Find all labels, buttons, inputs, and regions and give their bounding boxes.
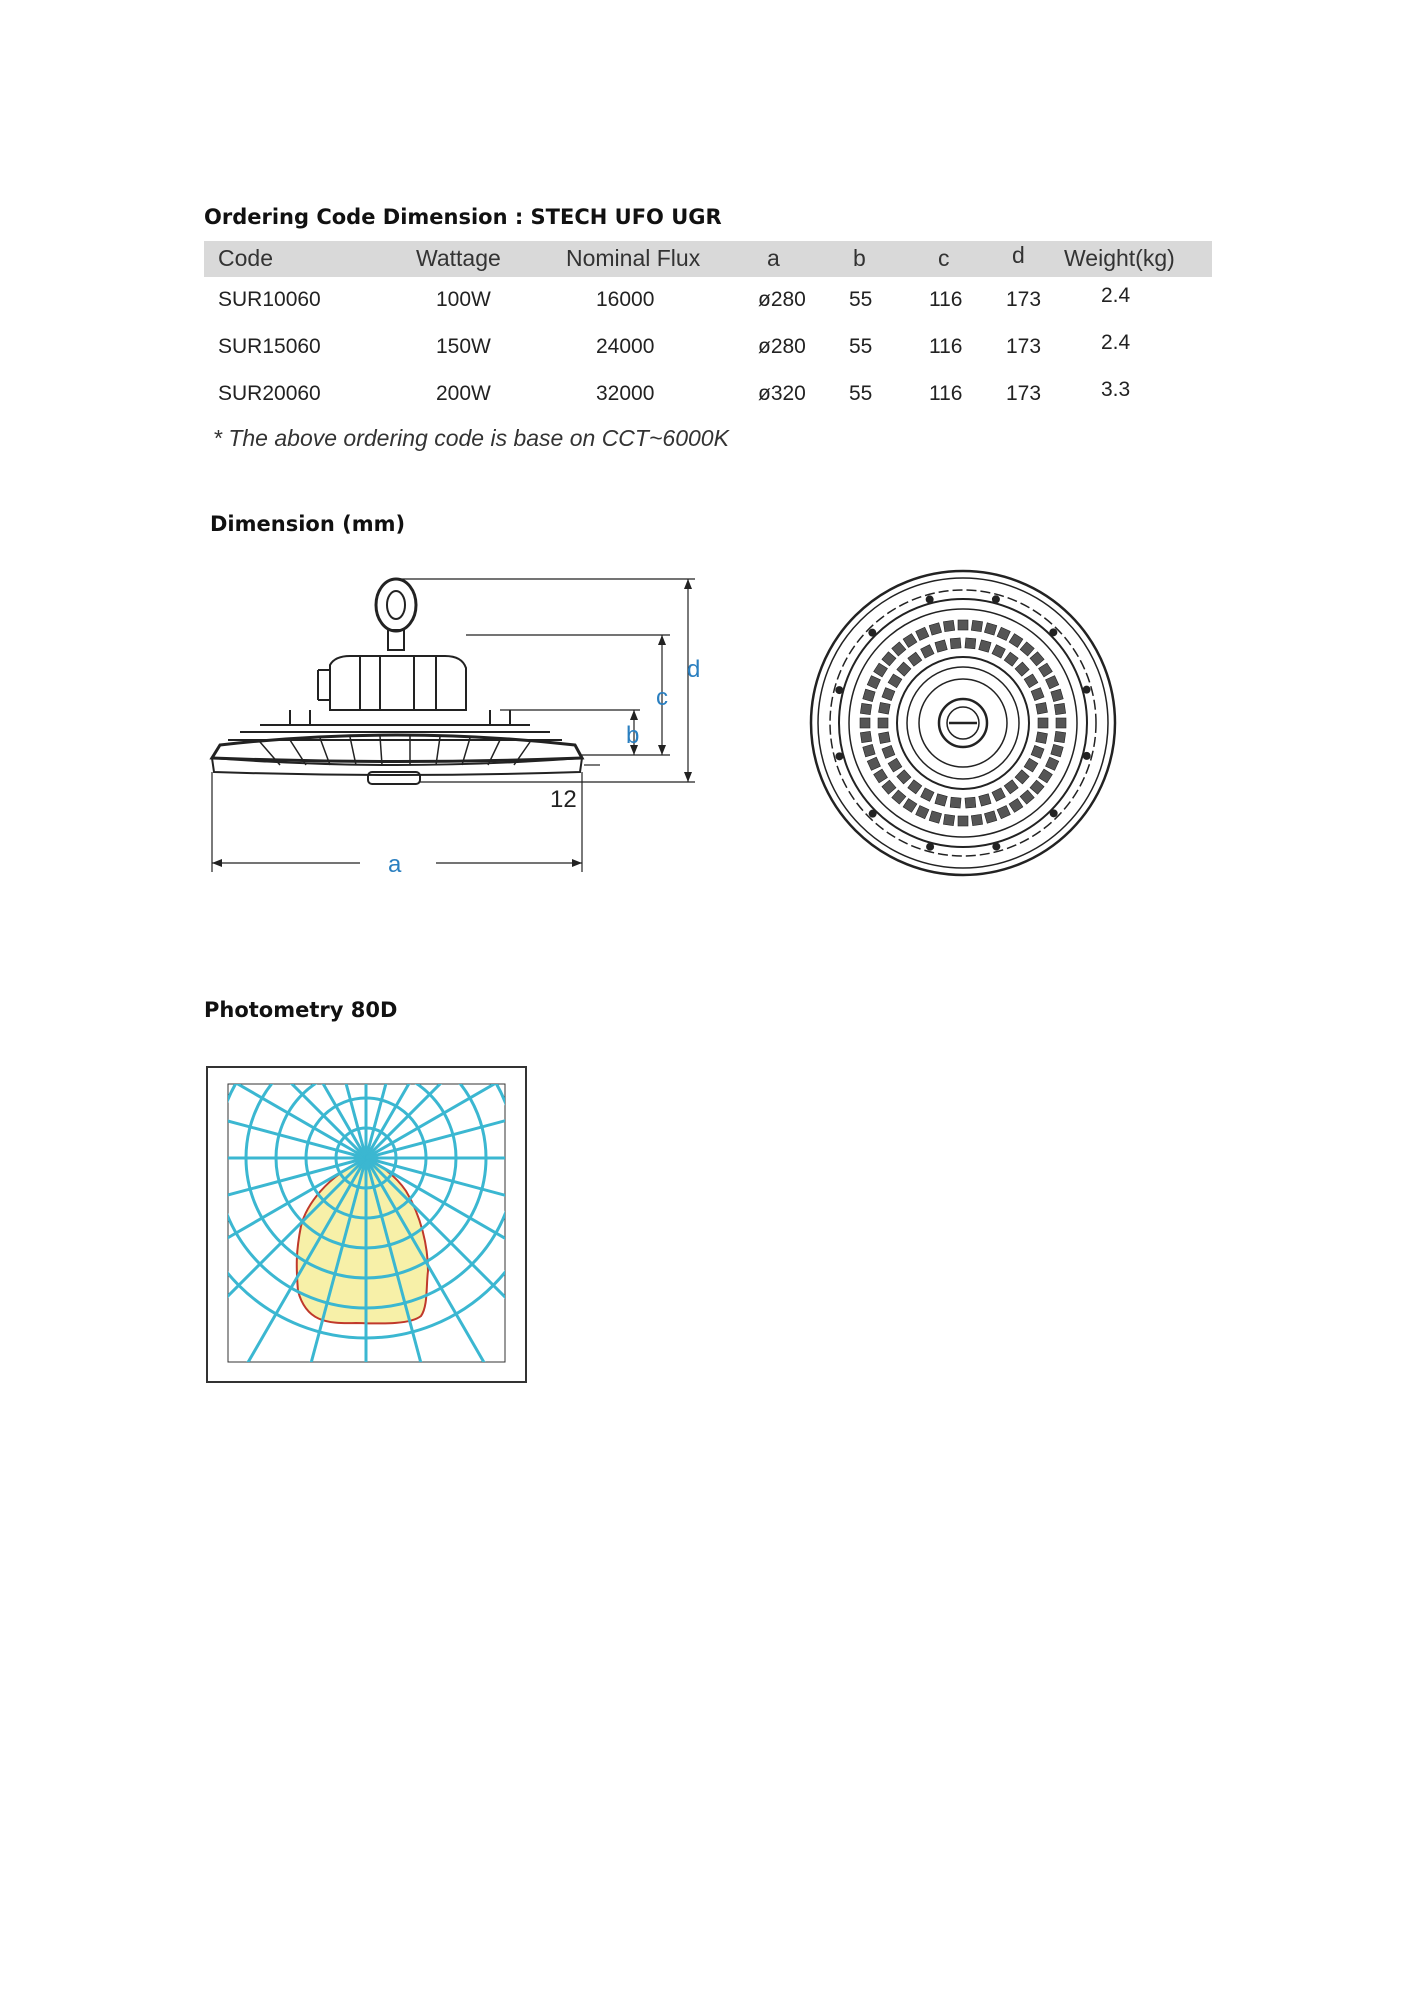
led-chip — [1056, 718, 1066, 728]
led-chip — [971, 620, 982, 631]
led-chip — [979, 794, 991, 806]
screw-icon — [926, 595, 934, 603]
led-chip — [879, 732, 891, 744]
led-chip — [935, 794, 947, 806]
led-chip — [879, 702, 891, 714]
led-chip — [1051, 744, 1063, 756]
cell-a: ø320 — [758, 382, 806, 405]
led-chip — [965, 797, 976, 808]
cell-c: 116 — [929, 288, 963, 311]
screw-icon — [1050, 809, 1058, 817]
led-chip — [892, 790, 906, 804]
led-chip — [997, 806, 1010, 819]
led-chip — [1038, 718, 1048, 728]
led-chip — [892, 642, 906, 656]
led-chip — [897, 662, 911, 676]
dimension-label-b: b — [626, 722, 640, 749]
led-chip — [888, 758, 902, 772]
led-chip — [1015, 770, 1029, 784]
cell-b: 55 — [849, 288, 873, 311]
cell-flux: 16000 — [596, 288, 655, 311]
led-chip — [888, 674, 902, 688]
header-a: a — [767, 245, 780, 271]
led-chip — [903, 634, 917, 648]
side-view-drawing — [200, 560, 720, 900]
led-chip — [943, 620, 954, 631]
led-chip — [1054, 703, 1065, 714]
led-chip — [1009, 634, 1023, 648]
screw-icon — [1083, 686, 1091, 694]
header-b: b — [853, 245, 866, 271]
led-chip — [950, 797, 961, 808]
led-chip — [921, 788, 934, 801]
led-chip — [971, 814, 982, 825]
screw-icon — [835, 752, 843, 760]
led-chip — [1030, 780, 1044, 794]
led-chip — [979, 640, 991, 652]
screw-icon — [1049, 628, 1057, 636]
led-chip — [921, 645, 934, 658]
led-chip — [1024, 758, 1038, 772]
cell-weight: 2.4 — [1101, 284, 1131, 307]
led-chip — [1020, 642, 1034, 656]
led-chip — [984, 623, 996, 635]
led-chip — [958, 816, 968, 826]
screw-icon — [926, 843, 934, 851]
led-chip — [1004, 652, 1018, 666]
dimension-title: Dimension (mm) — [210, 512, 406, 536]
cell-a: ø280 — [758, 335, 806, 358]
led-chip — [997, 627, 1010, 640]
led-chip — [1036, 732, 1048, 744]
cell-d: 173 — [1006, 335, 1042, 358]
header-weight: Weight(kg) — [1064, 245, 1175, 271]
led-chip — [867, 757, 880, 770]
cell-b: 55 — [849, 335, 873, 358]
led-chip — [965, 638, 976, 649]
led-chip — [878, 718, 888, 728]
cell-code: SUR15060 — [218, 335, 321, 358]
cell-flux: 32000 — [596, 382, 655, 405]
led-chip — [1036, 702, 1048, 714]
led-chip — [1031, 688, 1044, 701]
led-chip — [929, 623, 941, 635]
led-chip — [860, 731, 871, 742]
front-view-drawing — [808, 568, 1118, 878]
led-chip — [958, 620, 968, 630]
led-chip — [935, 640, 947, 652]
led-chip — [874, 769, 888, 783]
led-chip — [863, 689, 875, 701]
led-chip — [1039, 663, 1053, 677]
led-chip — [882, 780, 896, 794]
header-wattage: Wattage — [416, 245, 501, 271]
dimension-label-c: c — [656, 684, 668, 711]
led-chip — [1020, 790, 1034, 804]
cell-d: 173 — [1006, 288, 1042, 311]
led-chip — [1004, 780, 1018, 794]
led-chip — [1046, 757, 1059, 770]
led-chip — [882, 652, 896, 666]
cell-code: SUR20060 — [218, 382, 321, 405]
cell-a: ø280 — [758, 288, 806, 311]
led-chip — [943, 814, 954, 825]
led-chip — [867, 676, 880, 689]
screw-icon — [1083, 752, 1091, 760]
led-chip — [908, 652, 922, 666]
led-chip — [908, 780, 922, 794]
screw-icon — [835, 686, 843, 694]
led-chip — [1024, 674, 1038, 688]
cell-c: 116 — [929, 382, 963, 405]
photometry-diagram — [206, 1066, 527, 1383]
cell-wattage: 100W — [436, 288, 491, 311]
led-chip — [950, 638, 961, 649]
led-chip — [860, 703, 871, 714]
screw-icon — [868, 629, 876, 637]
led-chip — [984, 811, 996, 823]
dimension-label-a: a — [388, 851, 402, 878]
led-chip — [992, 788, 1005, 801]
cell-code: SUR10060 — [218, 288, 321, 311]
screw-icon — [992, 843, 1000, 851]
led-chip — [874, 663, 888, 677]
led-chip — [992, 645, 1005, 658]
cell-wattage: 150W — [436, 335, 491, 358]
cell-c: 116 — [929, 335, 963, 358]
dimension-label-d: d — [687, 656, 701, 683]
led-chip — [1015, 662, 1029, 676]
led-chip — [1039, 769, 1053, 783]
led-chip — [1046, 676, 1059, 689]
led-chip — [882, 745, 895, 758]
ordering-footnote: * The above ordering code is base on CCT~6000K — [213, 425, 729, 451]
ordering-title: Ordering Code Dimension : STECH UFO UGR — [204, 205, 722, 229]
cell-d: 173 — [1006, 382, 1042, 405]
screw-icon — [869, 810, 877, 818]
cell-flux: 24000 — [596, 335, 655, 358]
header-code: Code — [218, 245, 273, 271]
cell-b: 55 — [849, 382, 873, 405]
led-chip — [882, 688, 895, 701]
led-chip — [916, 806, 929, 819]
photometry-title: Photometry 80D — [204, 998, 398, 1022]
led-chip — [1054, 731, 1065, 742]
header-c: c — [938, 245, 950, 271]
led-chip — [1051, 689, 1063, 701]
cell-weight: 3.3 — [1101, 378, 1131, 401]
led-chip — [1009, 799, 1023, 813]
header-d: d — [1012, 242, 1025, 268]
led-chip — [929, 811, 941, 823]
led-chip — [1031, 745, 1044, 758]
led-chip — [863, 744, 875, 756]
led-chip — [860, 718, 870, 728]
table-header-row — [204, 241, 1212, 277]
led-chip — [1030, 652, 1044, 666]
dimension-label-offset: 12 — [550, 786, 577, 813]
cell-wattage: 200W — [436, 382, 491, 405]
cell-weight: 2.4 — [1101, 331, 1131, 354]
screw-icon — [992, 595, 1000, 603]
led-chip — [897, 770, 911, 784]
led-chip — [916, 627, 929, 640]
header-nominal-flux: Nominal Flux — [566, 245, 701, 271]
led-chip — [903, 799, 917, 813]
